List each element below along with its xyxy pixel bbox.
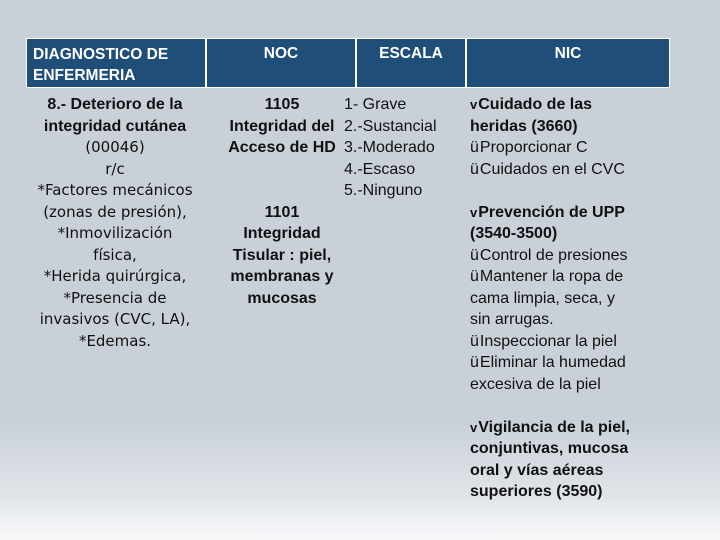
escala-line: 3.-Moderado bbox=[344, 139, 435, 156]
nic-line bbox=[470, 94, 656, 116]
nic-line bbox=[470, 202, 656, 224]
check-bullet-icon: ü bbox=[470, 354, 479, 371]
nic-line-text: Vigilancia de la piel, bbox=[478, 418, 630, 436]
diagnostico-line: *Inmovilización bbox=[57, 224, 173, 242]
nic-line-text: Inspeccionar la piel bbox=[479, 332, 617, 350]
check-bullet-icon: ü bbox=[470, 332, 479, 350]
nic-cell bbox=[470, 94, 656, 503]
diagnostico-line: *Presencia de bbox=[63, 288, 167, 307]
diagnostico-line: integridad cutánea bbox=[43, 117, 187, 135]
noc-line: Tisular : piel, bbox=[232, 246, 332, 264]
header-noc: NOC bbox=[206, 38, 356, 88]
diagnostico-line: *Factores mecánicos bbox=[37, 181, 193, 199]
diagnostico-line: *Edemas. bbox=[78, 331, 152, 350]
noc-line: Acceso de HD bbox=[228, 139, 336, 156]
check-bullet-icon: ü bbox=[470, 246, 479, 264]
noc-line: membranas y bbox=[230, 268, 334, 285]
nic-line bbox=[470, 266, 656, 288]
check-bullet-icon: ü bbox=[470, 268, 479, 285]
check-bullet-icon: ü bbox=[470, 139, 479, 156]
header-diagnostico-line-1: DIAGNOSTICO DE bbox=[33, 46, 169, 63]
nic-line bbox=[470, 352, 656, 374]
nic-spacer bbox=[470, 395, 656, 417]
noc-line: Integridad bbox=[243, 225, 321, 242]
noc-spacer bbox=[208, 159, 356, 181]
nic-line bbox=[470, 331, 656, 353]
nic-line bbox=[470, 245, 656, 267]
nic-line: superiores (3590) bbox=[470, 483, 603, 500]
header-diagnostico bbox=[26, 38, 206, 88]
noc-line: 1101 bbox=[264, 203, 300, 221]
header-diagnostico-line-2: ENFERMERIA bbox=[33, 67, 136, 84]
nic-line bbox=[470, 137, 656, 159]
diamond-bullet-icon: v bbox=[470, 97, 478, 112]
nic-line-text: Mantener la ropa de bbox=[479, 268, 624, 285]
escala-line: 4.-Escaso bbox=[344, 160, 416, 178]
nic-line: cama limpia, seca, y bbox=[470, 289, 615, 307]
diamond-bullet-icon: v bbox=[470, 419, 478, 435]
header-escala: ESCALA bbox=[356, 38, 466, 88]
diagnostico-line: r/c bbox=[105, 159, 125, 178]
diagnostico-line: (00046) bbox=[85, 138, 145, 156]
escala-line: 2.-Sustancial bbox=[344, 117, 437, 135]
nic-line-text: Prevención de UPP bbox=[478, 203, 625, 221]
nic-line: heridas (3660) bbox=[470, 117, 578, 135]
nic-line-text: Eliminar la humedad bbox=[479, 354, 626, 371]
nic-line bbox=[470, 159, 656, 181]
noc-line: 1105 bbox=[264, 96, 300, 113]
nic-spacer bbox=[470, 180, 656, 202]
diagnostico-line: invasivos (CVC, LA), bbox=[39, 310, 191, 328]
diagnostico-line: física, bbox=[93, 245, 137, 264]
nic-line: excesiva de la piel bbox=[470, 375, 601, 393]
diagnostico-line: *Herida quirúrgica, bbox=[43, 267, 187, 285]
nic-line-text: Proporcionar C bbox=[479, 139, 588, 156]
nic-line-text: Control de presiones bbox=[479, 246, 628, 264]
header-nic: NIC bbox=[466, 38, 670, 88]
diagnostico-cell bbox=[30, 94, 200, 352]
nic-line: sin arrugas. bbox=[470, 311, 554, 328]
noc-spacer bbox=[208, 180, 356, 202]
nic-line bbox=[470, 417, 656, 439]
care-plan-table bbox=[26, 38, 670, 508]
noc-line: mucosas bbox=[247, 289, 317, 307]
nic-line-text: Cuidado de las bbox=[478, 96, 593, 113]
escala-line: 1- Grave bbox=[344, 96, 407, 113]
escala-line: 5.-Ninguno bbox=[344, 182, 423, 199]
diagnostico-line: 8.- Deterioro de la bbox=[47, 96, 183, 113]
nic-line: conjuntivas, mucosa bbox=[470, 440, 629, 457]
diagnostico-line: (zonas de presión), bbox=[43, 202, 187, 221]
noc-cell bbox=[208, 94, 356, 309]
escala-cell bbox=[344, 94, 474, 202]
diamond-bullet-icon: v bbox=[470, 204, 478, 220]
nic-line: oral y vías aéreas bbox=[470, 461, 604, 479]
nic-line: (3540-3500) bbox=[470, 225, 558, 242]
nic-line-text: Cuidados en el CVC bbox=[479, 160, 625, 178]
check-bullet-icon: ü bbox=[470, 160, 479, 178]
noc-line: Integridad del bbox=[229, 117, 335, 135]
